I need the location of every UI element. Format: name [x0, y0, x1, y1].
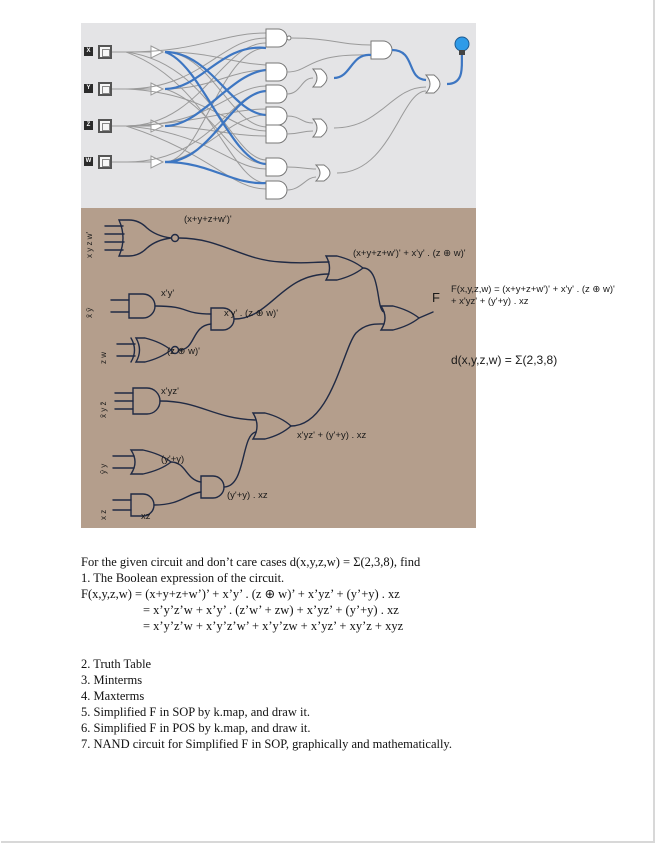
formula-line1: F(x,y,z,w) = (x+y+z+w')' + x'y' . (z ⊕ w)' [451, 284, 615, 295]
annotation-xy: x'y' [161, 288, 175, 299]
question-item-6: 6. Simplified F in POS by k.map, and draw it. [81, 721, 311, 735]
input-z-label: Z [84, 121, 93, 130]
formula-line2: + x'yz' + (y'+y) . xz [451, 296, 529, 307]
gate2-input-label: x̄ ȳ [85, 307, 94, 318]
gate1-input-label: x y z w' [85, 232, 94, 258]
input-x-label: X [84, 47, 93, 56]
question-item-1: 1. The Boolean expression of the circuit. [81, 571, 285, 585]
annotation-xyz: x'yz' [161, 386, 179, 397]
circuit-wiring [81, 23, 476, 208]
dont-care-note: d(x,y,z,w) = Σ(2,3,8) [451, 353, 558, 367]
question-item-5: 5. Simplified F in SOP by k.map, and draw it. [81, 705, 311, 719]
annotation-xnor: (z ⊕ w)' [167, 346, 200, 357]
annotation-and-xnor: x'y' . (z ⊕ w)' [224, 308, 279, 319]
circuit-simulator-image [81, 23, 476, 208]
annotation-yxz: (y'+y) . xz [227, 490, 268, 501]
input-y-label: Y [84, 84, 93, 93]
gate3-input-label: z w [99, 352, 108, 364]
expression-line-2: = x’y’z’w + x’y’ . (z’w’ + zw) + x’yz’ + (y’+y) . xz [143, 603, 399, 617]
output-f-label: F [432, 290, 440, 305]
annotation-or1: (x+y+z+w')' + x'y' . (z ⊕ w)' [353, 248, 466, 259]
question-item-4: 4. Maxterms [81, 689, 145, 703]
handdrawn-circuit-image [81, 208, 476, 528]
expression-line-1: F(x,y,z,w) = (x+y+z+w’)’ + x’y’ . (z ⊕ w)’ + x’yz’ + (y’+y) . xz [81, 587, 400, 601]
annotation-or2: x'yz' + (y'+y) . xz [297, 430, 367, 441]
output-bulb-icon [455, 37, 469, 51]
question-item-7: 7. NAND circuit for Simplified F in SOP, graphically and mathematically. [81, 737, 452, 751]
question-item-3: 3. Minterms [81, 673, 143, 687]
gate6-input-label: x z [99, 509, 108, 520]
annotation-nor: (x+y+z+w')' [184, 214, 232, 225]
gate5-input-label: ȳ y [99, 463, 108, 474]
input-w-label: W [85, 158, 92, 164]
expression-line-3: = x’y’z’w + x’y’z’w’ + x’y’zw + x’yz’ + xy’z + xyz [143, 619, 404, 633]
question-item-2: 2. Truth Table [81, 657, 152, 671]
question-intro: For the given circuit and don’t care cases d(x,y,z,w) = Σ(2,3,8), find [81, 555, 421, 569]
annotation-y-or: (y'+y) [161, 454, 185, 465]
annotation-xz: xz [141, 511, 151, 522]
gate4-input-label: x̄ y z̄ [99, 401, 108, 418]
